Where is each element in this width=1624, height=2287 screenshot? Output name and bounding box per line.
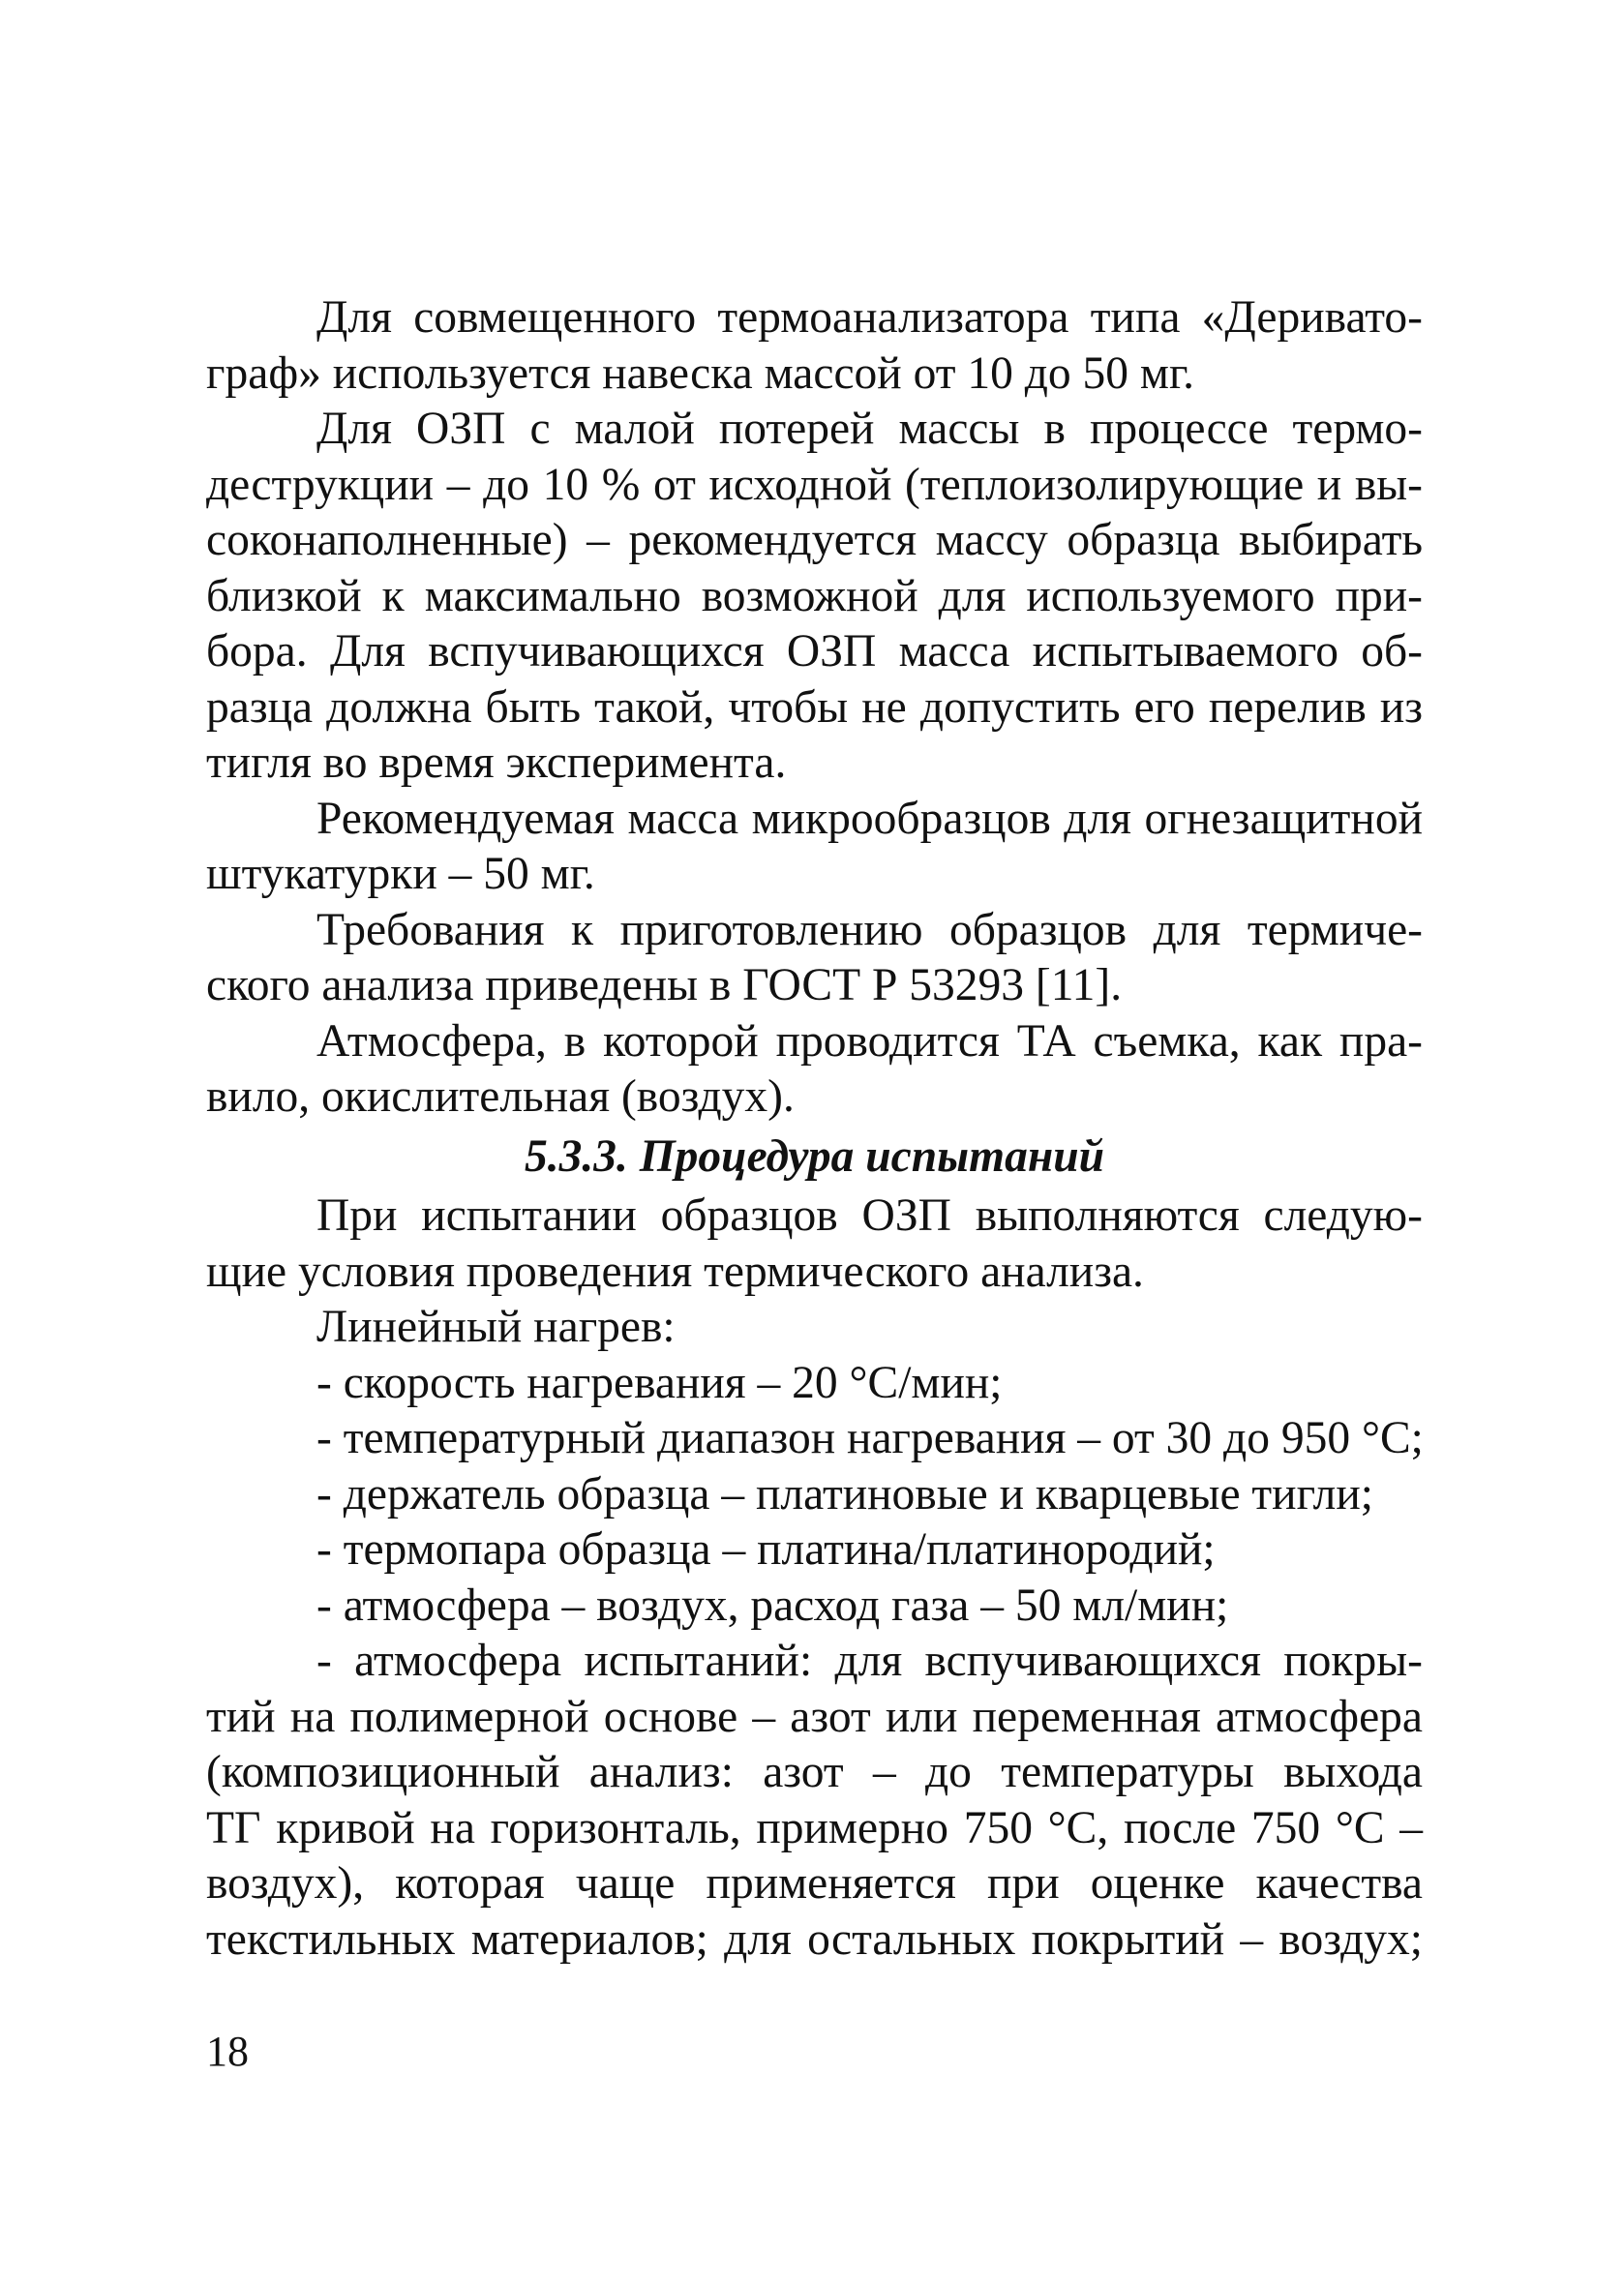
text-line: Атмосфера, в которой проводится ТА съемка, как пра- [316,1015,1423,1067]
text-line: Для ОЗП с малой потерей массы в процессе термо- [316,404,1423,454]
section-heading: 5.3.3. Процедура испытаний [524,1130,1105,1182]
text-line: бора. Для вспучивающихся ОЗП масса испытываемого об- [206,626,1423,677]
list-item [206,1634,1423,1968]
paragraph [206,290,1423,402]
text-line: текстильных материалов; для остальных покрытий – воздух; [206,1913,1423,1965]
text-line: соконаполненные) – рекомендуется массу образца выбирать [206,515,1423,565]
list-title: Линейный нагрев: [316,1302,676,1352]
text-line: Требования к приготовлению образцов для термиче- [316,904,1423,955]
text-line: тигля во время эксперимента. [206,737,787,788]
text-line: граф» используется навеска массой от 10 до 50 мг. [206,347,1194,399]
text-line: щие условия проведения термического анализа. [206,1246,1144,1297]
text-line: деструкции – до 10 % от исходной (теплоизолирующие и вы- [206,459,1423,510]
body-text [206,290,1423,1968]
text-line: Для совмещенного термоанализатора типа «Деривато- [316,292,1423,343]
text-line: ТГ кривой на горизонталь, примерно 750 °С, после 750 °С – [206,1802,1423,1853]
text-line: разца должна быть такой, чтобы не допустить его перелив из [206,681,1423,733]
page-number: 18 [206,2028,249,2075]
text-line: вило, окислительная (воздух). [206,1071,795,1122]
list-item: - скорость нагревания – 20 °С/мин; [316,1357,1003,1408]
list-item: - атмосфера – воздух, расход газа – 50 мл/мин; [316,1580,1229,1631]
list-item: - держатель образца – платиновые и кварцевые тигли; [316,1468,1373,1520]
text-line: воздух), которая чаще применяется при оценке качества [206,1858,1423,1909]
paragraph [206,402,1423,792]
list-item: - температурный диапазон нагревания – от 30 до 950 °С; [316,1413,1424,1463]
text-line: При испытании образцов ОЗП выполняются следую- [316,1190,1423,1241]
paragraph [206,1014,1423,1126]
text-line: ского анализа приведены в ГОСТ Р 53293 [11]. [206,960,1123,1010]
paragraph [206,1189,1423,1300]
text-line: тий на полимерной основе – азот или переменная атмосфера [206,1691,1423,1742]
list-item: - термопара образца – платина/платинородий; [316,1524,1216,1575]
text-line: - атмосфера испытаний: для вспучивающихся покры- [316,1636,1423,1686]
text-line: близкой к максимально возможной для используемого при- [206,570,1423,621]
paragraph [206,903,1423,1014]
text-line: штукатурки – 50 мг. [206,849,595,899]
conditions-list [206,1356,1423,1635]
text-line: (композиционный анализ: азот – до температуры выхода [206,1747,1423,1797]
text-line: Рекомендуемая масса микрообразцов для огнезащитной [316,793,1423,844]
paragraph [206,792,1423,903]
